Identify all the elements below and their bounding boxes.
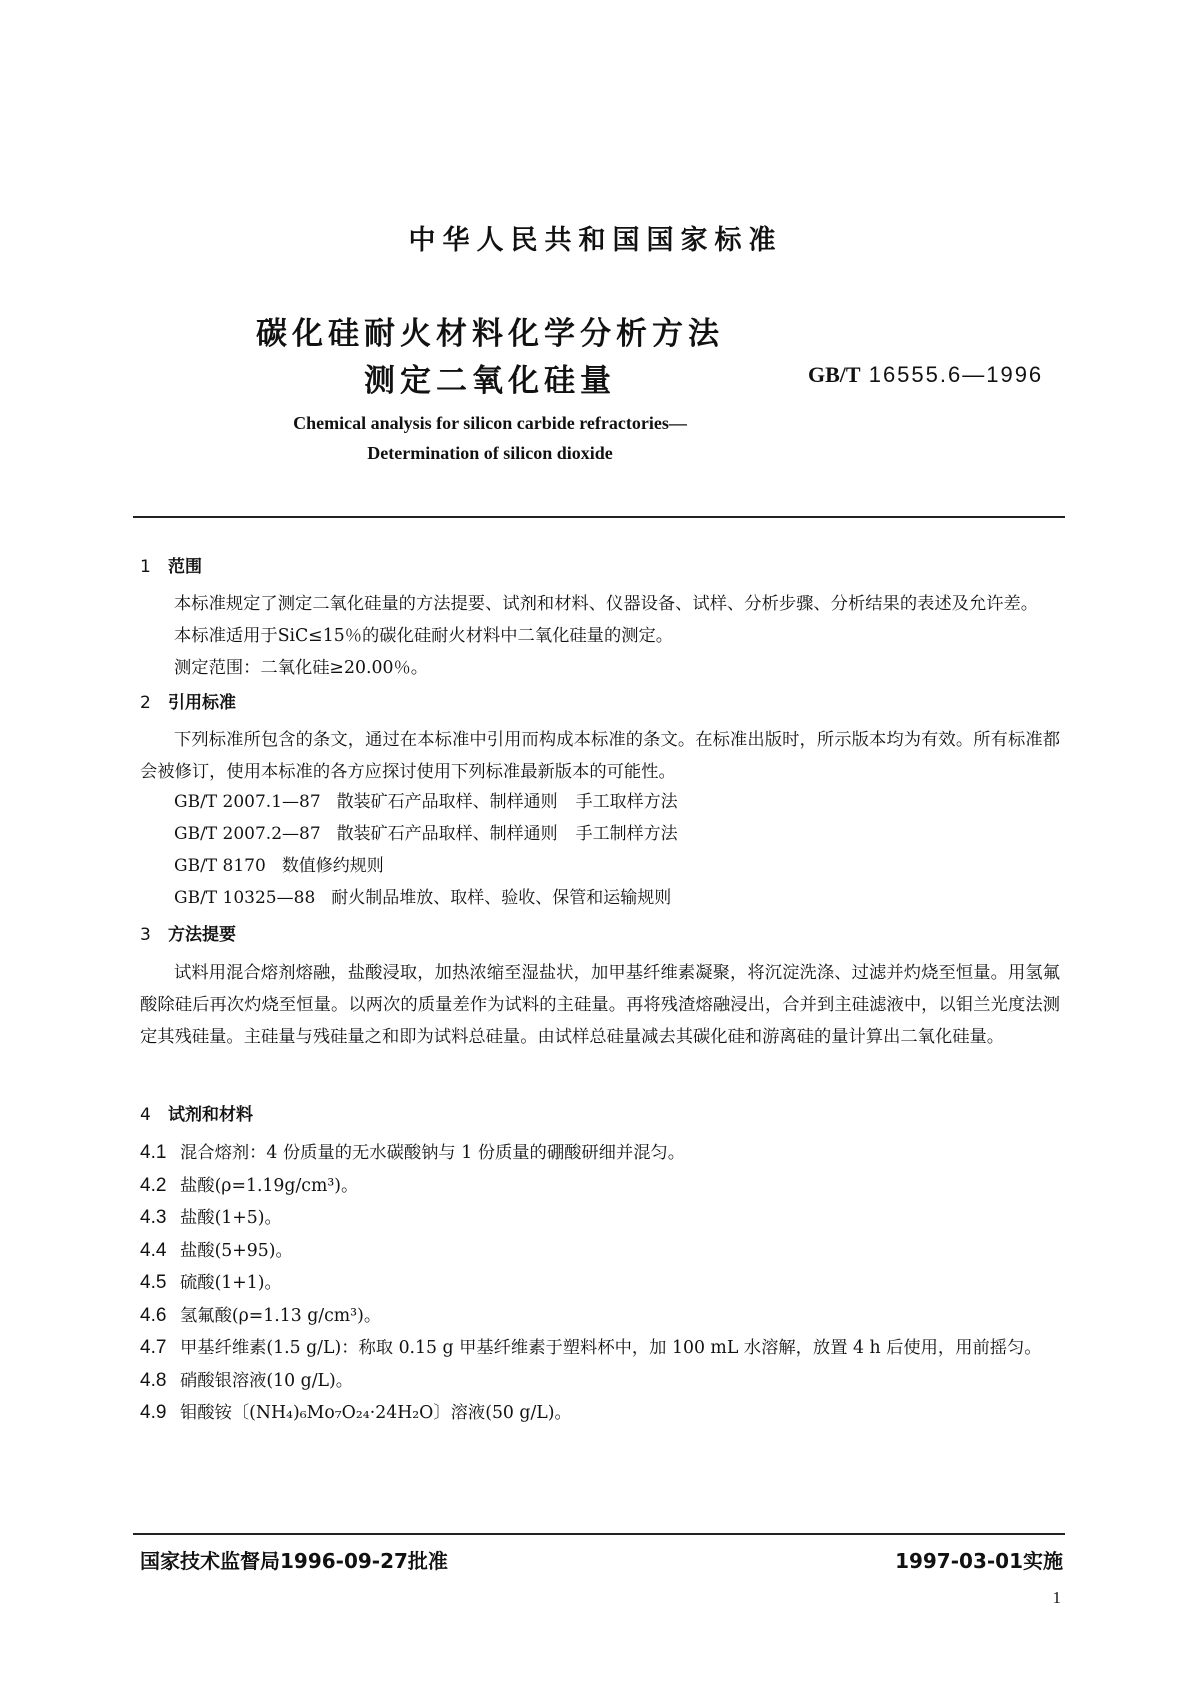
reference-item [174,850,678,882]
section-title: 范围 [168,557,202,577]
item-text: 硫酸(1+1)。 [180,1273,282,1293]
section-heading-normative-references [140,688,236,713]
item-text: 氢氟酸(ρ=1.13 g/cm³)。 [180,1305,382,1326]
paragraph: 下列标准所包含的条文，通过在本标准中引用而构成本标准的条文。在标准出版时，所示版本均为有效。所有标准都会被修订，使用本标准的各方应探讨使用下列标准最新版本的可能性。 [140,730,1060,782]
section-number: 1 [140,557,151,577]
reference-item [174,786,678,818]
footer-divider [133,1533,1065,1535]
reagent-item [140,1365,1065,1398]
reference-title: 数值修约规则 [281,856,384,876]
reference-list [174,786,678,914]
item-number: 4.4 [140,1239,167,1261]
section-heading-reagents [140,1100,253,1125]
item-text: 钼酸铵〔(NH₄)₆Mo₇O₂₄·24H₂O〕溶液(50 g/L)。 [180,1403,572,1423]
item-text: 盐酸(5+95)。 [180,1240,293,1261]
reference-code: GB/T 2007.2—87 [174,824,321,844]
reagent-item [140,1267,1065,1300]
section-heading-method-summary [140,920,236,945]
reference-subtitle: 手工取样方法 [575,792,678,812]
reagent-item [140,1202,1065,1235]
reagent-list [140,1137,1065,1430]
reagent-item [140,1170,1065,1203]
item-text: 盐酸(1+5)。 [180,1208,282,1228]
item-number: 4.8 [140,1369,167,1391]
reference-code: GB/T 8170 [174,856,266,876]
reagent-item [140,1300,1065,1333]
standard-code-prefix: GB/T [808,362,861,387]
item-number: 4.1 [140,1142,167,1163]
reagent-item [140,1397,1065,1430]
section-title: 试剂和材料 [168,1105,253,1125]
paragraph: 本标准适用于SiC≤15％的碳化硅耐火材料中二氧化硅量的测定。 [174,626,674,646]
section-heading-scope [140,552,202,577]
reagent-item [140,1137,1065,1170]
item-number: 4.7 [140,1337,167,1358]
standard-code-number: 16555.6—1996 [868,362,1044,387]
effective-date: 1997-03-01实施 [895,1549,1063,1573]
paragraph: 本标准规定了测定二氧化硅量的方法提要、试剂和材料、仪器设备、试样、分析步骤、分析结果的表述及允许差。 [174,594,1039,614]
english-title-line2: Determination of silicon dioxide [367,443,613,463]
item-text: 盐酸(ρ=1.19g/cm³)。 [180,1175,359,1196]
section-title: 方法提要 [168,925,236,945]
english-title-line1: Chemical analysis for silicon carbide refractories— [293,413,687,433]
section-body-scope [140,588,1060,684]
reference-title: 散装矿石产品取样、制样通则 [336,824,558,844]
item-number: 4.5 [140,1272,167,1293]
reference-code: GB/T 10325—88 [174,888,316,908]
item-text: 混合熔剂：4 份质量的无水碳酸钠与 1 份质量的硼酸研细并混匀。 [180,1143,686,1163]
item-text: 甲基纤维素(1.5 g/L)：称取 0.15 g 甲基纤维素于塑料杯中，加 100 mL 水溶解，放置 4 h 后使用，用前摇匀。 [180,1338,1042,1358]
reagent-item [140,1235,1065,1268]
approval-date: 国家技术监督局1996-09-27批准 [140,1549,448,1573]
document-title-line2: 测定二氧化硅量 [364,363,616,399]
section-number: 4 [140,1105,151,1125]
reagent-item [140,1332,1065,1365]
reference-item [174,882,678,914]
item-number: 4.2 [140,1174,167,1196]
page-number: 1 [1052,1588,1061,1607]
section-title: 引用标准 [168,693,236,713]
item-number: 4.3 [140,1207,167,1228]
document-title-line1: 碳化硅耐火材料化学分析方法 [256,316,724,352]
section-body-method-summary [140,957,1060,1053]
reference-item [174,818,678,850]
reference-code: GB/T 2007.1—87 [174,792,321,812]
national-standard-header: 中华人民共和国国家标准 [408,225,783,256]
reference-subtitle: 手工制样方法 [575,824,678,844]
item-number: 4.6 [140,1304,167,1326]
paragraph: 试料用混合熔剂熔融，盐酸浸取，加热浓缩至湿盐状，加甲基纤维素凝聚，将沉淀洗涤、过滤并灼烧至恒量。用氢氟酸除硅后再次灼烧至恒量。以两次的质量差作为试料的主硅量。再将残渣熔融浸出，合并到主硅滤液中，以钼兰光度法测定其残硅量。主硅量与残硅量之和即为试料总硅量。由试样总硅量减去其碳化硅和游离硅的量计算出二氧化硅量。 [140,963,1060,1047]
item-number: 4.9 [140,1402,167,1423]
reference-title: 散装矿石产品取样、制样通则 [336,792,558,812]
standard-code [808,362,1043,388]
header-divider [133,516,1065,518]
section-number: 3 [140,925,151,945]
paragraph: 测定范围：二氧化硅≥20.00％。 [174,658,429,678]
section-number: 2 [140,693,151,713]
section-body-references [140,724,1060,788]
item-text: 硝酸银溶液(10 g/L)。 [180,1370,354,1391]
reference-title: 耐火制品堆放、取样、验收、保管和运输规则 [331,888,672,908]
